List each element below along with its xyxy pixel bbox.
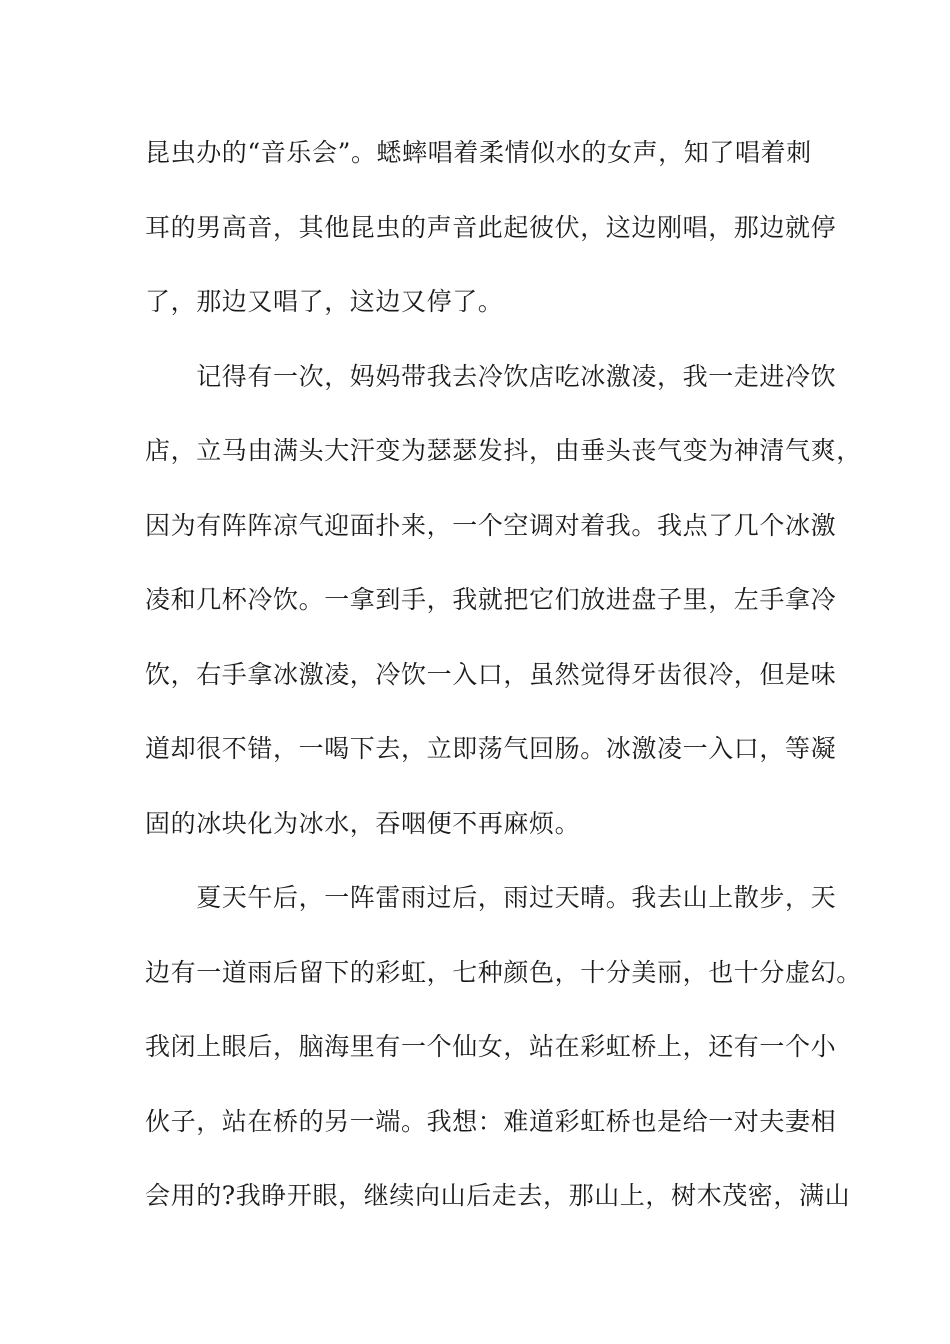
text-line: 伙子，站在桥的另一端。我想：难道彩虹桥也是给一对夫妻相 (145, 1106, 837, 1136)
body-text (145, 133, 862, 1251)
text-line: 饮，右手拿冰激凌，冷饮一入口，虽然觉得牙齿很冷，但是味 (145, 659, 837, 689)
text-line: 我闭上眼后，脑海里有一个仙女，站在彩虹桥上，还有一个小 (145, 1032, 837, 1061)
text-line: 记得有一次，妈妈带我去冷饮店吃冰激凌，我一走进冷饮 (145, 361, 837, 391)
text-line: 固的冰块化为冰水，吞咽便不再麻烦。 (145, 808, 581, 838)
text-line: 了，那边又唱了，这边又停了。 (145, 287, 504, 316)
text-line: 因为有阵阵凉气迎面扑来，一个空调对着我。我点了几个冰激 (145, 510, 837, 540)
text-line: 昆虫办的“音乐会”。蟋蟀唱着柔情似水的女声，知了唱着刺 (145, 138, 812, 167)
text-line: 边有一道雨后留下的彩虹，七种颜色，十分美丽，也十分虚幻。 (145, 957, 862, 987)
text-line: 夏天午后，一阵雷雨过后，雨过天晴。我去山上散步，天 (145, 883, 837, 912)
text-line: 道却很不错，一喝下去，立即荡气回肠。冰激凌一入口，等凝 (145, 734, 837, 763)
text-line: 耳的男高音，其他昆虫的声音此起彼伏，这边刚唱，那边就停 (145, 212, 837, 242)
text-line: 凌和几杯冷饮。一拿到手，我就把它们放进盘子里，左手拿冷 (145, 585, 837, 614)
text-line: 会用的?我睁开眼，继续向山后走去，那山上，树木茂密，满山 (145, 1181, 851, 1210)
text-line: 店，立马由满头大汗变为瑟瑟发抖，由垂头丧气变为神清气爽， (145, 436, 862, 465)
